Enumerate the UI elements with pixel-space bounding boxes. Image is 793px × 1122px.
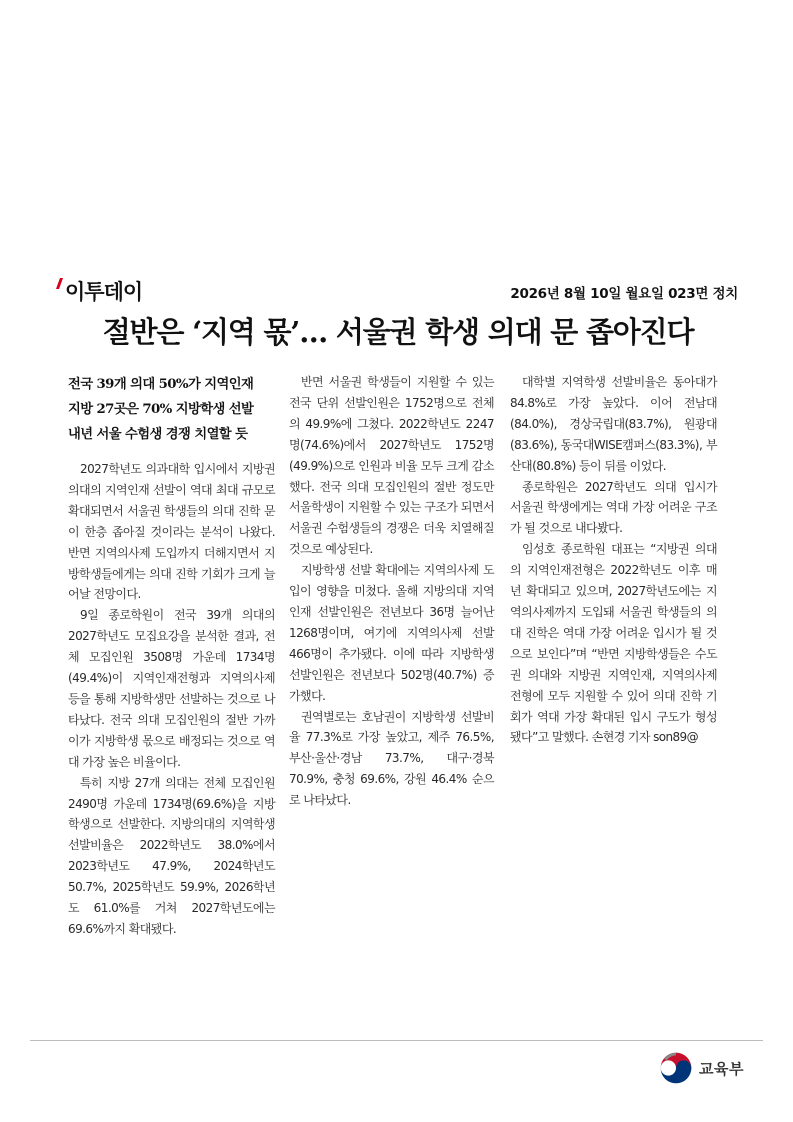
ministry-logo (659, 1050, 744, 1086)
article-column-3 (510, 372, 717, 748)
subheadline-1: 전국 39개 의대 50%가 지역인재 (68, 377, 254, 392)
paragraph-3: 특히 지방 27개 의대는 전체 모집인원 2490명 가운데 1734명(69.6%)을 지방학생으로 선발한다. 지방의대의 지역학생 선발비율은 2022학년도 38.0%에서 2023학년도 47.9%, 2024학년도 50.7%, 2025학년도 59.9%, 2026학년도 61.0%를 거쳐 2027학년도에는 69.6%까지 확대됐다. (68, 775, 275, 936)
subheadline-2: 지방 27곳은 70% 지방학생 선발 (68, 402, 254, 417)
byline: 손현경 기자 son89@ (591, 730, 698, 745)
dateline: 2026년 8월 10일 월요일 023면 정치 (510, 286, 738, 302)
paragraph-7: 대학별 지역학생 선발비율은 동아대가 84.8%로 가장 높았다. 이어 전남대(84.0%), 경상국립대(83.7%), 원광대(83.6%), 동국대WISE캠퍼스(83.3%), 부산대(80.8%) 등이 뒤를 이었다. (510, 375, 717, 473)
publication-logo (58, 276, 142, 306)
subheadline-3: 내년 서울 수험생 경쟁 치열할 듯 (68, 427, 248, 442)
paragraph-1: 2027학년도 의과대학 입시에서 지방권 의대의 지역인재 선발이 역대 최대 규모로 확대되면서 서울권 학생들의 의대 진학 문이 한층 좁아질 것이라는 분석이 나왔다. 반면 지역의사제 도입까지 더해지면서 지방학생들에게는 의대 진학 기회가 크게 늘어날 전망이다. (68, 462, 275, 602)
paragraph-2: 9일 종로학원이 전국 39개 의대의 2027학년도 모집요강을 분석한 결과, 전체 모집인원 3508명 가운데 1734명(49.4%)이 지역인재전형과 지역의사제 등을 통해 지방학생만 선발하는 것으로 나타났다. 전국 의대 모집인원의 절반 가까이가 지방학생 몫으로 배정되는 것으로 역대 가장 높은 비율이다. (68, 608, 275, 769)
paragraph-8: 종로학원은 2027학년도 의대 입시가 서울권 학생에게는 역대 가장 어려운 구조가 될 것으로 내다봤다. (510, 479, 717, 536)
paragraph-5: 지방학생 선발 확대에는 지역의사제 도입이 영향을 미쳤다. 올해 지방의대 지역인재 선발인원은 전년보다 36명 늘어난 1268명이며, 여기에 지역의사제 선발 466명이 추가됐다. 이에 따라 지방학생 선발인원은 전년보다 502명(40.7%) 증가했다. (289, 563, 494, 703)
footer-divider (30, 1040, 763, 1041)
paragraph-4: 반면 서울권 학생들이 지원할 수 있는 전국 단위 선발인원은 1752명으로 전체의 49.9%에 그쳤다. 2022학년도 2247명(74.6%)에서 2027학년도 1752명(49.9%)으로 인원과 비율 모두 크게 감소했다. 전국 의대 모집인원의 절반 정도만 서울학생이 지원할 수 있는 구조가 되면서 서울권 수험생들의 경쟁은 더욱 치열해질 것으로 예상된다. (289, 375, 494, 557)
ministry-name: 교육부 (699, 1059, 744, 1078)
paragraph-6: 권역별로는 호남권이 지방학생 선발비율 77.3%로 가장 높았고, 제주 76.5%, 부산·울산·경남 73.7%, 대구·경북 70.9%, 충청 69.6%, 강원 46.4% 순으로 나타났다. (289, 709, 494, 808)
taegeuk-emblem-icon (659, 1051, 693, 1085)
logo-mark-icon (56, 278, 63, 289)
headline: 절반은 ‘지역 몫’… 서울권 학생 의대 문 좁아진다 (102, 315, 694, 349)
masthead (58, 276, 738, 306)
paragraph-9-text: 임성호 종로학원 대표는 “지방권 의대의 지역인재전형은 2022학년도 이후 매년 확대되고 있으며, 2027학년도에는 지역의사제까지 도입돼 서울권 학생들의 의대 진학은 역대 가장 어려운 입시가 될 것으로 보인다”며 “반면 지방학생들은 수도권 의대와 지방권 지역인재, 지역의사제 전형에 모두 지원할 수 있어 의대 진학 기회가 역대 가장 확대된 입시 구도가 형성됐다”고 말했다. (510, 542, 717, 745)
article-column-1 (68, 372, 275, 940)
article-column-2 (289, 372, 494, 811)
publication-name: 이투데이 (65, 280, 143, 304)
paragraph-9 (510, 539, 717, 748)
subheadline-block (68, 372, 275, 447)
